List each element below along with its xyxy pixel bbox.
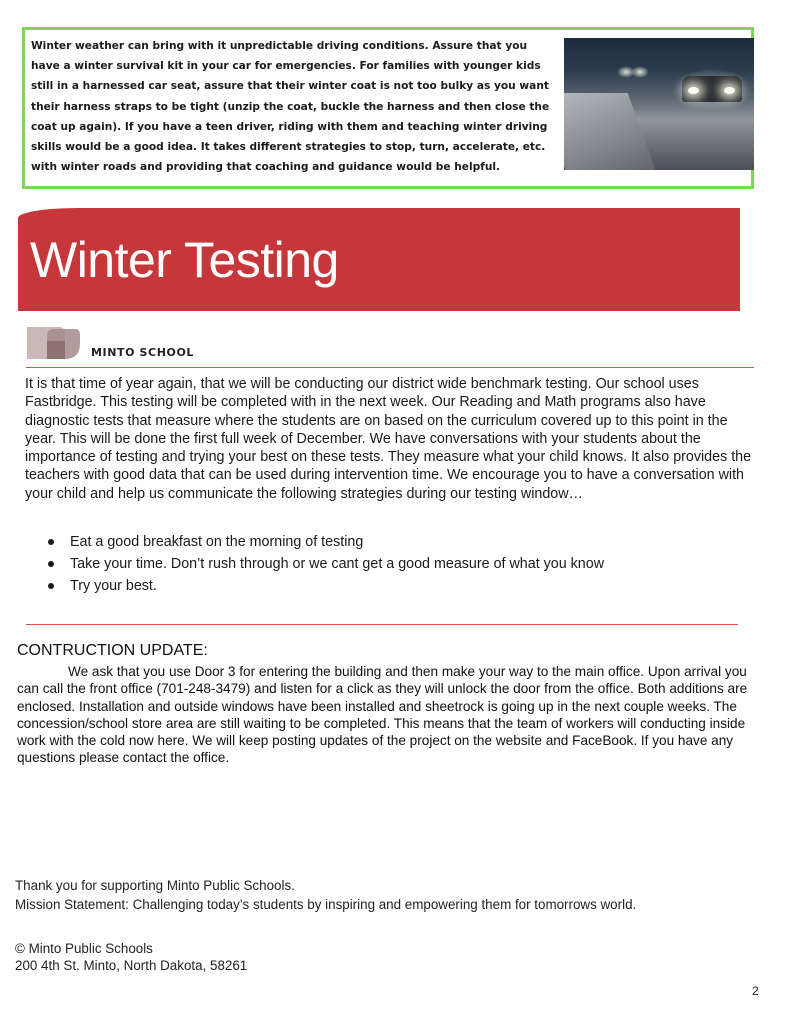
- mission-statement: Mission Statement: Challenging today’s students by inspiring and empowering them for tomorrows world.: [15, 897, 637, 912]
- construction-body: We ask that you use Door 3 for entering the building and then make your way to the main office. Upon arrival you can call the front office (701-248-3479) and listen for a click as they will unlock the door from the office. Both additions are enclosed. Installation and outside windows have been installed and sheetrock is going up in the next couple weeks. The concession/school store area are still waiting to be completed. This means that the team of workers will conducting inside work with the cold now here. We will keep posting updates of the project on the website and FaceBook. If you have any questions please contact the office.: [17, 664, 748, 766]
- divider-top: [26, 367, 754, 368]
- footer-copyright: [15, 940, 247, 974]
- winter-weather-box: [22, 27, 754, 189]
- thanks-line: Thank you for supporting Minto Public Schools.: [15, 878, 295, 893]
- list-item: Try your best.: [48, 575, 728, 597]
- school-name: MINTO SCHOOL: [91, 346, 195, 359]
- testing-strategies-list: [48, 531, 728, 597]
- testing-paragraph: It is that time of year again, that we will be conducting our district wide benchmark testing. Our school uses Fastbridge. This testing will be completed with in the next week. Our Reading and Math programs also have diagnostic tests that measure where the students are on based on the curriculum covered up to this point in the year. This will be done the first full week of December. We have conversations with your students about the importance of testing and trying your best on these tests. They measure what your child knows. It also provides the teachers with good data that can be used during intervention time. We encourage you to have a conversation with your child and help us communicate the following strategies during our testing window…: [25, 376, 752, 502]
- car-shape: [682, 76, 742, 102]
- list-item: Eat a good breakfast on the morning of testing: [48, 531, 728, 553]
- winter-weather-text: Winter weather can bring with it unpredictable driving conditions. Assure that you have a winter survival kit in your car for emergencies. For families with younger kids still in a harnessed car seat, assure that their winter coat is not too bulky as you want their harness straps to be tight (unzip the coat, buckle the harness and then close the coat up again). If you have a teen driver, riding with them and teaching winter driving skills would be a good idea. It takes different strategies to stop, turn, accelerate, etc. with winter roads and providing that coaching and guidance would be helpful.: [31, 40, 550, 174]
- page-number: 2: [752, 984, 759, 998]
- school-logo-icon: [25, 323, 81, 359]
- banner-title: Winter Testing: [30, 232, 339, 288]
- headlight-right: [724, 87, 735, 94]
- copyright-line: © Minto Public Schools: [15, 941, 153, 956]
- footer-thanks: [15, 876, 735, 914]
- list-item: Take your time. Don’t rush through or we cant get a good measure of what you know: [48, 553, 728, 575]
- headlight-left: [688, 87, 699, 94]
- address-line: 200 4th St. Minto, North Dakota, 58261: [15, 958, 248, 973]
- construction-heading: CONTRUCTION UPDATE:: [17, 642, 208, 659]
- snowbank-shape: [564, 93, 660, 170]
- winter-testing-banner: [18, 208, 740, 311]
- divider-bottom: [26, 624, 738, 625]
- winter-road-photo: [564, 38, 754, 170]
